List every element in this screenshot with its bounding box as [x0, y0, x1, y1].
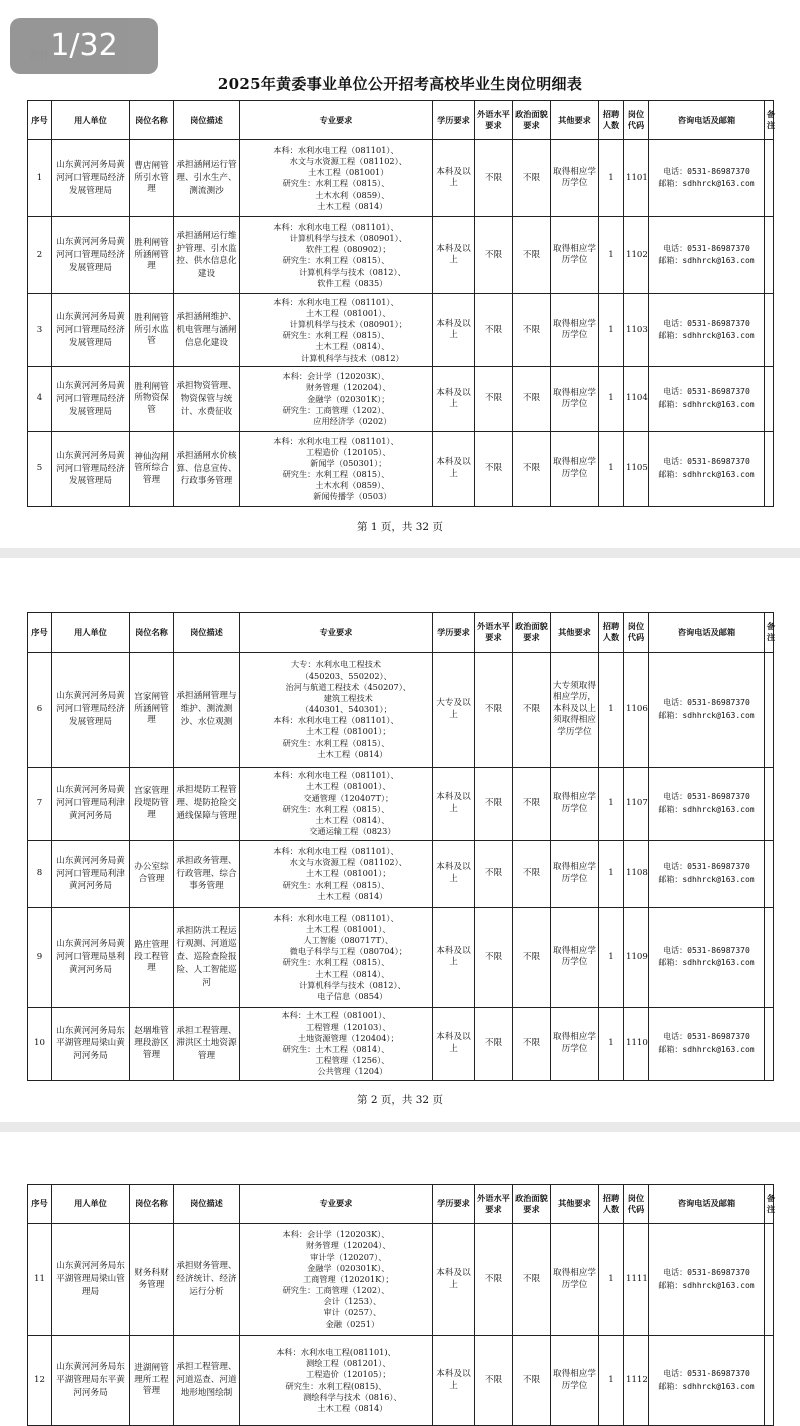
column-header-major-requirements: 专业要求 [240, 613, 433, 653]
cell-row-number: 11 [28, 1224, 52, 1336]
cell-remarks [765, 432, 774, 507]
cell-remarks [765, 1336, 774, 1426]
cell-post-description: 承担财务管理、经济统计、经济运行分析 [174, 1224, 240, 1336]
cell-major-requirements: 本科：水利水电工程（081101）、 工程造价（120105）、 新闻学（050301）； 研究生：水利工程（0815）、 土木水利（0859）、 新闻传播学（0503） [240, 432, 433, 507]
table-header-row [28, 101, 774, 140]
column-header-remarks: 备注 [765, 101, 774, 140]
cell-education-requirement: 本科及以上 [433, 294, 475, 367]
cell-other-requirements: 取得相应学历学位 [551, 432, 599, 507]
table-row [28, 1224, 774, 1336]
cell-row-number: 12 [28, 1336, 52, 1426]
cell-post-code: 1108 [624, 840, 649, 907]
cell-other-requirements: 取得相应学历学位 [551, 767, 599, 840]
table-row [28, 1007, 774, 1080]
cell-language-requirement: 不限 [475, 294, 513, 367]
column-header-contact-info: 咨询电话及邮箱 [649, 101, 765, 140]
cell-language-requirement: 不限 [475, 140, 513, 217]
cell-other-requirements: 取得相应学历学位 [551, 840, 599, 907]
cell-post-code: 1104 [624, 367, 649, 432]
column-header-contact-info: 咨询电话及邮箱 [649, 1185, 765, 1224]
cell-language-requirement: 不限 [475, 1224, 513, 1336]
job-table-page-3 [27, 1184, 774, 1426]
column-header-language-requirement: 外语水平要求 [475, 101, 513, 140]
cell-remarks [765, 908, 774, 1008]
page-indicator[interactable]: 1/32 [10, 18, 158, 74]
cell-education-requirement: 本科及以上 [433, 908, 475, 1008]
cell-political-requirement: 不限 [513, 652, 551, 767]
cell-employer: 山东黄河河务局黄河河口管理局利津黄河河务局 [52, 767, 130, 840]
cell-education-requirement: 本科及以上 [433, 767, 475, 840]
contact-phone: 电话：0531-86987370 [663, 1368, 750, 1378]
page-footer-1: 第 1 页，共 32 页 [357, 521, 443, 533]
cell-contact-info [649, 217, 765, 294]
cell-post-code: 1112 [624, 1336, 649, 1426]
column-header-other-requirements: 其他要求 [551, 1185, 599, 1224]
table-row [28, 908, 774, 1008]
contact-phone: 电话：0531-86987370 [663, 318, 750, 328]
column-header-other-requirements: 其他要求 [551, 613, 599, 653]
cell-contact-info [649, 294, 765, 367]
table-row [28, 767, 774, 840]
column-header-post-code: 岗位代码 [624, 101, 649, 140]
cell-political-requirement: 不限 [513, 432, 551, 507]
page-separator [0, 548, 800, 558]
job-table-page-2 [27, 612, 774, 1081]
column-header-language-requirement: 外语水平要求 [475, 613, 513, 653]
column-header-post-description: 岗位描述 [174, 1185, 240, 1224]
cell-contact-info [649, 652, 765, 767]
contact-phone: 电话：0531-86987370 [663, 1267, 750, 1277]
column-header-post-code: 岗位代码 [624, 1185, 649, 1224]
contact-phone: 电话：0531-86987370 [663, 791, 750, 801]
cell-employer: 山东黄河河务局东平湖管理局梁山黄河河务局 [52, 1007, 130, 1080]
cell-education-requirement: 大专及以上 [433, 652, 475, 767]
cell-post-description: 承担物资管理、物资保管与统计、水费征收 [174, 367, 240, 432]
contact-phone: 电话：0531-86987370 [663, 457, 750, 467]
cell-other-requirements: 取得相应学历学位 [551, 908, 599, 1008]
column-header-row-number: 序号 [28, 613, 52, 653]
cell-post-description: 承担政务管理、行政管理、综合事务管理 [174, 840, 240, 907]
cell-contact-info [649, 908, 765, 1008]
contact-phone: 电话：0531-86987370 [663, 166, 750, 176]
contact-email: 邮箱：sdhhrck@163.com [658, 400, 755, 410]
cell-post-description: 承担涵闸管理与维护、测流测沙、水位观测 [174, 652, 240, 767]
page-separator [0, 1122, 800, 1132]
table-row [28, 294, 774, 367]
cell-post-name: 财务科财务管理 [130, 1224, 174, 1336]
cell-language-requirement: 不限 [475, 767, 513, 840]
cell-employer: 山东黄河河务局黄河河口管理局经济发展管理局 [52, 217, 130, 294]
contact-phone: 电话：0531-86987370 [663, 945, 750, 955]
cell-post-name: 宫家管理段堤防管理 [130, 767, 174, 840]
column-header-post-name: 岗位名称 [130, 101, 174, 140]
job-table-page-1 [27, 100, 774, 507]
cell-employer: 山东黄河河务局黄河河口管理局经济发展管理局 [52, 652, 130, 767]
cell-employer: 山东黄河河务局黄河河口管理局经济发展管理局 [52, 367, 130, 432]
column-header-hiring-count: 招聘人数 [599, 1185, 624, 1224]
cell-political-requirement: 不限 [513, 217, 551, 294]
cell-post-description: 承担涵闸水价核算、信息宣传、行政事务管理 [174, 432, 240, 507]
table-row [28, 140, 774, 217]
cell-education-requirement: 本科及以上 [433, 367, 475, 432]
contact-email: 邮箱：sdhhrck@163.com [658, 179, 755, 189]
cell-post-name: 宫家闸管所涵闸管理 [130, 652, 174, 767]
cell-hiring-count: 1 [599, 367, 624, 432]
cell-language-requirement: 不限 [475, 1336, 513, 1426]
cell-political-requirement: 不限 [513, 767, 551, 840]
cell-employer: 山东黄河河务局黄河河口管理局垦利黄河河务局 [52, 908, 130, 1008]
cell-post-code: 1110 [624, 1007, 649, 1080]
table-row [28, 432, 774, 507]
cell-contact-info [649, 1336, 765, 1426]
cell-remarks [765, 652, 774, 767]
cell-major-requirements: 本科：水利水电工程（081101）、 水文与水资源工程（081102）、 土木工程（081001）； 研究生：水利工程（0815）、 土木工程（0814） [240, 840, 433, 907]
cell-contact-info [649, 140, 765, 217]
cell-post-code: 1103 [624, 294, 649, 367]
cell-other-requirements: 大专须取得相应学历，本科及以上须取得相应学历学位 [551, 652, 599, 767]
column-header-remarks: 备注 [765, 1185, 774, 1224]
column-header-major-requirements: 专业要求 [240, 1185, 433, 1224]
column-header-post-description: 岗位描述 [174, 613, 240, 653]
column-header-row-number: 序号 [28, 1185, 52, 1224]
document-title: 2025年黄委事业单位公开招考高校毕业生岗位明细表 [217, 75, 583, 93]
cell-post-name: 路庄管理段工程管理 [130, 908, 174, 1008]
cell-post-name: 办公室综合管理 [130, 840, 174, 907]
cell-political-requirement: 不限 [513, 294, 551, 367]
column-header-post-name: 岗位名称 [130, 613, 174, 653]
column-header-education-requirement: 学历要求 [433, 101, 475, 140]
cell-education-requirement: 本科及以上 [433, 840, 475, 907]
cell-major-requirements: 本科：土木工程（081001）、 工程管理（120103）、 土地资源管理（120404）； 研究生：土木工程（0814）、 工程管理（1256）、 公共管理（1204） [240, 1007, 433, 1080]
cell-contact-info [649, 840, 765, 907]
contact-phone: 电话：0531-86987370 [663, 862, 750, 872]
cell-language-requirement: 不限 [475, 367, 513, 432]
cell-post-description: 承担涵闸运行维护管理、引水监控、供水信息化建设 [174, 217, 240, 294]
cell-major-requirements: 本科：水利水电工程(081101)、 测绘工程（081201）、 工程造价（120105）； 研究生：水利工程(0815)、 测绘科学与技术（0816）、 土木工程（0814） [240, 1336, 433, 1426]
cell-post-code: 1102 [624, 217, 649, 294]
cell-major-requirements: 本科：会计学（120203K）、 财务管理（120204）、 审计学（120207）、 金融学（020301K）、 工商管理（120201K）； 研究生：工商管理（1202）、 会计（1253）、 审计（0257）、 金融（0251） [240, 1224, 433, 1336]
cell-education-requirement: 本科及以上 [433, 1224, 475, 1336]
cell-education-requirement: 本科及以上 [433, 432, 475, 507]
cell-hiring-count: 1 [599, 217, 624, 294]
column-header-education-requirement: 学历要求 [433, 613, 475, 653]
contact-email: 邮箱：sdhhrck@163.com [658, 1044, 755, 1054]
cell-remarks [765, 367, 774, 432]
cell-language-requirement: 不限 [475, 840, 513, 907]
contact-email: 邮箱：sdhhrck@163.com [658, 331, 755, 341]
cell-row-number: 3 [28, 294, 52, 367]
column-header-remarks: 备注 [765, 613, 774, 653]
cell-political-requirement: 不限 [513, 840, 551, 907]
cell-education-requirement: 本科及以上 [433, 217, 475, 294]
cell-hiring-count: 1 [599, 1007, 624, 1080]
cell-post-code: 1106 [624, 652, 649, 767]
cell-other-requirements: 取得相应学历学位 [551, 140, 599, 217]
cell-post-code: 1107 [624, 767, 649, 840]
table-header-row [28, 1185, 774, 1224]
cell-language-requirement: 不限 [475, 1007, 513, 1080]
contact-phone: 电话：0531-86987370 [663, 697, 750, 707]
cell-post-name: 曹店闸管所引水管理 [130, 140, 174, 217]
cell-post-code: 1109 [624, 908, 649, 1008]
cell-other-requirements: 取得相应学历学位 [551, 1336, 599, 1426]
cell-post-description: 承担涵闸维护、机电管理与涵闸信息化建设 [174, 294, 240, 367]
cell-other-requirements: 取得相应学历学位 [551, 294, 599, 367]
table-row [28, 1336, 774, 1426]
cell-row-number: 8 [28, 840, 52, 907]
cell-remarks [765, 140, 774, 217]
cell-post-name: 进湖闸管理所工程管理 [130, 1336, 174, 1426]
contact-phone: 电话：0531-86987370 [663, 243, 750, 253]
cell-hiring-count: 1 [599, 840, 624, 907]
cell-post-name: 胜利闸管所引水监管 [130, 294, 174, 367]
cell-other-requirements: 取得相应学历学位 [551, 217, 599, 294]
cell-political-requirement: 不限 [513, 367, 551, 432]
cell-major-requirements: 本科：水利水电工程（081101）、 水文与水资源工程（081102）、 土木工程（081001） 研究生：水利工程（0815）、 土木水利（0859）、 土木工程（0814） [240, 140, 433, 217]
cell-contact-info [649, 767, 765, 840]
cell-political-requirement: 不限 [513, 140, 551, 217]
cell-political-requirement: 不限 [513, 1007, 551, 1080]
cell-post-code: 1105 [624, 432, 649, 507]
cell-major-requirements: 本科：水利水电工程（081101）、 土木工程（081001）、 交通管理（120407T）； 研究生：水利工程（0815）、 土木工程（0814）、 交通运输工程（0823） [240, 767, 433, 840]
cell-major-requirements: 本科：会计学（120203K）、 财务管理（120204）、 金融学（020301K）； 研究生：工商管理（1202）、 应用经济学（0202） [240, 367, 433, 432]
cell-language-requirement: 不限 [475, 652, 513, 767]
contact-email: 邮箱：sdhhrck@163.com [658, 874, 755, 884]
cell-education-requirement: 本科及以上 [433, 140, 475, 217]
cell-major-requirements: 本科：水利水电工程（081101）、 计算机科学与技术（080901）、 软件工程（080902）； 研究生：水利工程（0815）、 计算机科学与技术（0812）、 软件工程（0835） [240, 217, 433, 294]
column-header-contact-info: 咨询电话及邮箱 [649, 613, 765, 653]
column-header-post-name: 岗位名称 [130, 1185, 174, 1224]
cell-remarks [765, 1224, 774, 1336]
cell-employer: 山东黄河河务局黄河河口管理局经济发展管理局 [52, 294, 130, 367]
cell-row-number: 1 [28, 140, 52, 217]
cell-remarks [765, 294, 774, 367]
cell-row-number: 5 [28, 432, 52, 507]
column-header-employer: 用人单位 [52, 1185, 130, 1224]
cell-hiring-count: 1 [599, 432, 624, 507]
cell-political-requirement: 不限 [513, 1336, 551, 1426]
column-header-other-requirements: 其他要求 [551, 101, 599, 140]
cell-row-number: 6 [28, 652, 52, 767]
cell-hiring-count: 1 [599, 908, 624, 1008]
cell-other-requirements: 取得相应学历学位 [551, 1224, 599, 1336]
cell-education-requirement: 本科及以上 [433, 1007, 475, 1080]
cell-language-requirement: 不限 [475, 217, 513, 294]
contact-email: 邮箱：sdhhrck@163.com [658, 470, 755, 480]
table-row [28, 652, 774, 767]
cell-other-requirements: 取得相应学历学位 [551, 1007, 599, 1080]
cell-language-requirement: 不限 [475, 432, 513, 507]
cell-employer: 山东黄河河务局黄河河口管理局利津黄河河务局 [52, 840, 130, 907]
cell-contact-info [649, 432, 765, 507]
cell-major-requirements: 本科：水利水电工程（081101）、 土木工程（081001）、 计算机科学与技术（080901）； 研究生：水利工程（0815）、 土木工程（0814）、 计算机科学与技术（0812） [240, 294, 433, 367]
cell-hiring-count: 1 [599, 1224, 624, 1336]
cell-hiring-count: 1 [599, 140, 624, 217]
column-header-political-requirement: 政治面貌要求 [513, 613, 551, 653]
contact-email: 邮箱：sdhhrck@163.com [658, 958, 755, 968]
column-header-row-number: 序号 [28, 101, 52, 140]
cell-hiring-count: 1 [599, 294, 624, 367]
cell-political-requirement: 不限 [513, 1224, 551, 1336]
cell-row-number: 2 [28, 217, 52, 294]
page-footer-2: 第 2 页，共 32 页 [357, 1094, 443, 1106]
table-header-row [28, 613, 774, 653]
cell-major-requirements: 本科：水利水电工程（081101）、 土木工程（081001）、 人工智能（080717T）、 微电子科学与工程（080704）； 研究生：水利工程（0815）、 土木工程（0814）、 计算机科学与技术（0812）、 电子信息（0854） [240, 908, 433, 1008]
column-header-employer: 用人单位 [52, 101, 130, 140]
column-header-language-requirement: 外语水平要求 [475, 1185, 513, 1224]
column-header-employer: 用人单位 [52, 613, 130, 653]
column-header-hiring-count: 招聘人数 [599, 613, 624, 653]
table-row [28, 367, 774, 432]
contact-email: 邮箱：sdhhrck@163.com [658, 256, 755, 266]
cell-post-name: 胜利闸管所涵闸管理 [130, 217, 174, 294]
cell-employer: 山东黄河河务局黄河河口管理局经济发展管理局 [52, 140, 130, 217]
cell-post-name: 神仙沟闸管所综合管理 [130, 432, 174, 507]
cell-post-code: 1101 [624, 140, 649, 217]
table-row [28, 217, 774, 294]
cell-employer: 山东黄河河务局黄河河口管理局经济发展管理局 [52, 432, 130, 507]
contact-email: 邮箱：sdhhrck@163.com [658, 710, 755, 720]
contact-phone: 电话：0531-86987370 [663, 387, 750, 397]
cell-post-description: 承担工程管理、滞洪区土地资源管理 [174, 1007, 240, 1080]
cell-other-requirements: 取得相应学历学位 [551, 367, 599, 432]
cell-hiring-count: 1 [599, 767, 624, 840]
cell-row-number: 10 [28, 1007, 52, 1080]
contact-email: 邮箱：sdhhrck@163.com [658, 1381, 755, 1391]
column-header-post-code: 岗位代码 [624, 613, 649, 653]
cell-contact-info [649, 1007, 765, 1080]
cell-contact-info [649, 367, 765, 432]
column-header-political-requirement: 政治面貌要求 [513, 101, 551, 140]
column-header-political-requirement: 政治面貌要求 [513, 1185, 551, 1224]
cell-education-requirement: 本科及以上 [433, 1336, 475, 1426]
cell-major-requirements: 大专：水利水电工程技术 （450203、550202）、 治河与航道工程技术（450207）、 建筑工程技术 （440301、540301）； 本科：水利水电工程（081101）、 土木工程（081001）； 研究生：水利工程（0815）、 土木工程（0814） [240, 652, 433, 767]
cell-row-number: 7 [28, 767, 52, 840]
cell-post-description: 承担涵闸运行管理、引水生产、测流测沙 [174, 140, 240, 217]
table-row [28, 840, 774, 907]
cell-employer: 山东黄河河务局东平湖管理局梁山管理局 [52, 1224, 130, 1336]
cell-hiring-count: 1 [599, 1336, 624, 1426]
cell-post-name: 赵堌堆管理段游区管理 [130, 1007, 174, 1080]
cell-remarks [765, 217, 774, 294]
column-header-major-requirements: 专业要求 [240, 101, 433, 140]
cell-post-description: 承担工程管理、河道巡查、河道地形地图绘制 [174, 1336, 240, 1426]
cell-post-code: 1111 [624, 1224, 649, 1336]
column-header-post-description: 岗位描述 [174, 101, 240, 140]
contact-email: 邮箱：sdhhrck@163.com [658, 804, 755, 814]
contact-phone: 电话：0531-86987370 [663, 1032, 750, 1042]
cell-row-number: 4 [28, 367, 52, 432]
cell-employer: 山东黄河河务局东平湖管理局东平黄河河务局 [52, 1336, 130, 1426]
cell-post-description: 承担堤防工程管理、堤防抢险交通线保障与管理 [174, 767, 240, 840]
cell-post-description: 承担防洪工程运行观测、河道巡查、巡险查险报险、人工智能巡河 [174, 908, 240, 1008]
cell-political-requirement: 不限 [513, 908, 551, 1008]
cell-contact-info [649, 1224, 765, 1336]
cell-post-name: 胜利闸管所物资保管 [130, 367, 174, 432]
cell-remarks [765, 767, 774, 840]
cell-remarks [765, 1007, 774, 1080]
column-header-education-requirement: 学历要求 [433, 1185, 475, 1224]
cell-remarks [765, 840, 774, 907]
column-header-hiring-count: 招聘人数 [599, 101, 624, 140]
cell-language-requirement: 不限 [475, 908, 513, 1008]
cell-hiring-count: 1 [599, 652, 624, 767]
cell-row-number: 9 [28, 908, 52, 1008]
contact-email: 邮箱：sdhhrck@163.com [658, 1280, 755, 1290]
